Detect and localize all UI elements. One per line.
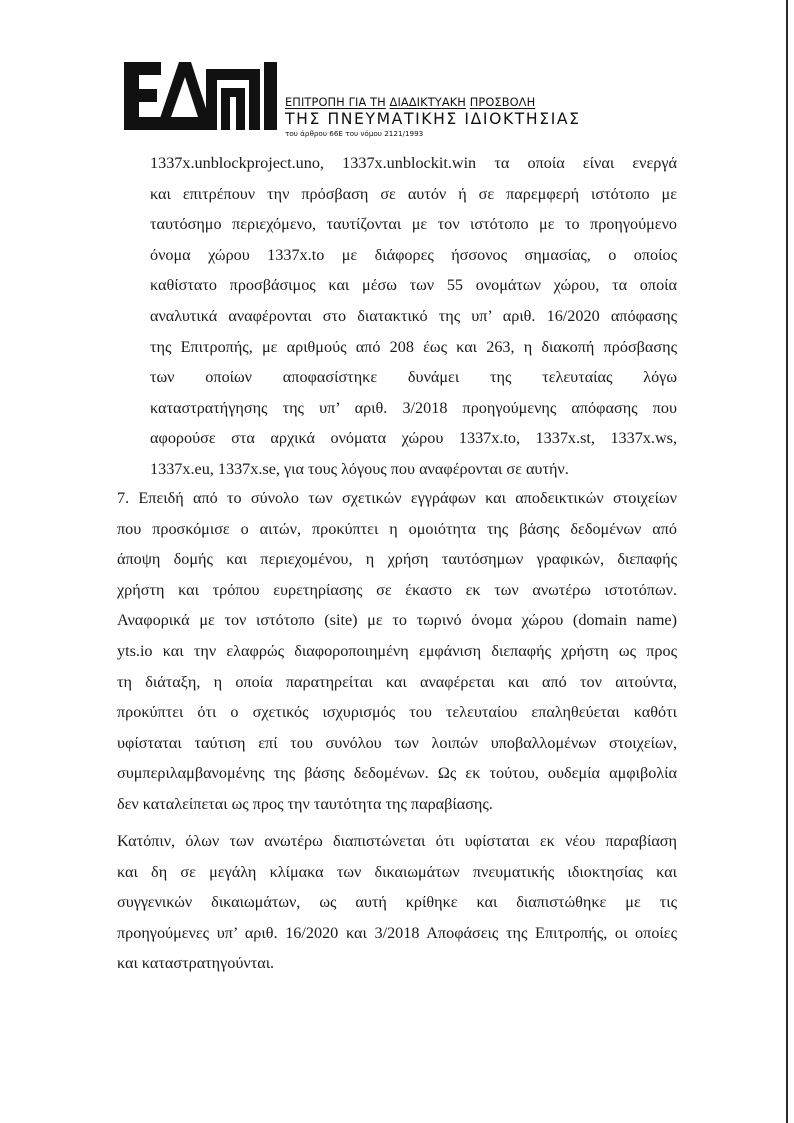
organization-name-line1 xyxy=(285,96,581,109)
text-line: αφορούσε στα αρχικά ονόματα χώρου 1337x.to, 1337x.st, 1337x.ws, xyxy=(150,429,677,448)
text-line: καταστρατήγησης της υπ’ αριθ. 3/2018 προηγούμενης απόφασης που xyxy=(150,398,677,417)
text-line: προηγούμενες υπ’ αριθ. 16/2020 και 3/2018 Αποφάσεις της Επιτροπής, οι οποίες xyxy=(117,923,677,942)
text-line: που προσκόμισε ο αιτών, προκύπτει η ομοιότητα της βάσης δεδομένων από xyxy=(117,519,677,538)
text-line: συμπεριλαμβανομένης της βάσης δεδομένων. Ως εκ τούτου, ουδεμία αμφιβολία xyxy=(117,764,677,783)
text-line: προκύπτει ότι ο σχετικός ισχυρισμός του τελευταίου επαληθεύεται καθότι xyxy=(117,703,677,722)
text-line: και επιτρέπουν την πρόσβαση σε αυτόν ή σε παρεμφερή ιστότοπο με xyxy=(150,184,677,203)
text-line: Κατόπιν, όλων των ανωτέρω διαπιστώνεται ότι υφίσταται εκ νέου παραβίαση xyxy=(117,832,677,850)
text-line: δεν καταλείπεται ως προς την ταυτότητα της παραβίασης. xyxy=(117,795,493,813)
text-line: και δη σε μεγάλη κλίμακα των δικαιωμάτων πνευματικής ιδιοκτησίας και xyxy=(117,862,677,881)
legal-basis-note: του άρθρου 66Ε του νόμου 2121/1993 xyxy=(285,129,424,138)
text-line: και καταστρατηγούνται. xyxy=(117,954,275,973)
org-line1-part1: ΕΠΙΤΡΟΠΗ ΓΙΑ ΤΗ xyxy=(285,95,386,109)
logo-mark xyxy=(123,61,279,131)
text-line: άποψη δομής και περιεχομένου, η χρήση ταυτόσημων γραφικών, διεπαφής xyxy=(117,550,677,569)
text-line: υφίσταται ταύτιση επί του συνόλου των λοιπών υποβαλλομένων στοιχείων, xyxy=(117,733,677,752)
text-line: ταυτόσημο περιεχόμενο, ταυτίζονται με τον ιστότοπο με το προηγούμενο xyxy=(150,215,677,234)
scan-border-line xyxy=(786,0,788,1123)
text-line: χρήστη και τρόπου ευρετηρίασης σε έκαστο εκ των ανωτέρω ιστοτόπων. xyxy=(117,580,677,599)
text-line: 7. Επειδή από το σύνολο των σχετικών εγγράφων και αποδεικτικών στοιχείων xyxy=(117,489,677,507)
text-line: της Επιτροπής, με αριθμούς από 208 έως και 263, η διακοπή πρόσβασης xyxy=(150,337,677,356)
text-line: 1337x.unblockproject.uno, 1337x.unblockit.win τα οποία είναι ενεργά xyxy=(150,154,677,172)
text-line: Αναφορικά με τον ιστότοπο (site) με το τωρινό όνομα χώρου (domain name) xyxy=(117,611,677,630)
org-line1-part2: ΔΙΑΔΙΚΤΥΑΚΗ xyxy=(389,95,466,109)
text-line: όνομα χώρου 1337x.to με διάφορες ήσσονος σημασίας, ο οποίος xyxy=(150,245,677,264)
organization-heading xyxy=(285,96,581,138)
text-line: yts.io και την ελαφρώς διαφοροποιημένη εμφάνιση διεπαφής χρήστη ως προς xyxy=(117,642,677,660)
text-line: αναλυτικά αναφέρονται στο διατακτικό της υπ’ αριθ. 16/2020 απόφασης xyxy=(150,307,677,325)
org-line1-part3: ΠΡΟΣΒΟΛΗ xyxy=(469,95,536,109)
text-line: καθίστατο προσβάσιμος και μέσω των 55 ονομάτων χώρου, τα οποία xyxy=(150,276,677,295)
text-line: τη διάταξη, η οποία παρατηρείται και αναφέρεται και από τον αιτούντα, xyxy=(117,672,677,691)
text-line: 1337x.eu, 1337x.se, για τους λόγους που αναφέρονται σε αυτήν. xyxy=(150,460,569,478)
organization-name-line2: ΤΗΣ ΠΝΕΥΜΑΤΙΚΗΣ ΙΔΙΟΚΤΗΣΙΑΣ xyxy=(285,110,581,128)
text-line: συγγενικών δικαιωμάτων, ως αυτή κρίθηκε και διαπιστώθηκε με τις xyxy=(117,893,677,912)
text-line: των οποίων αποφασίστηκε δυνάμει της τελευταίας λόγω xyxy=(150,368,677,387)
committee-logo xyxy=(123,61,279,131)
